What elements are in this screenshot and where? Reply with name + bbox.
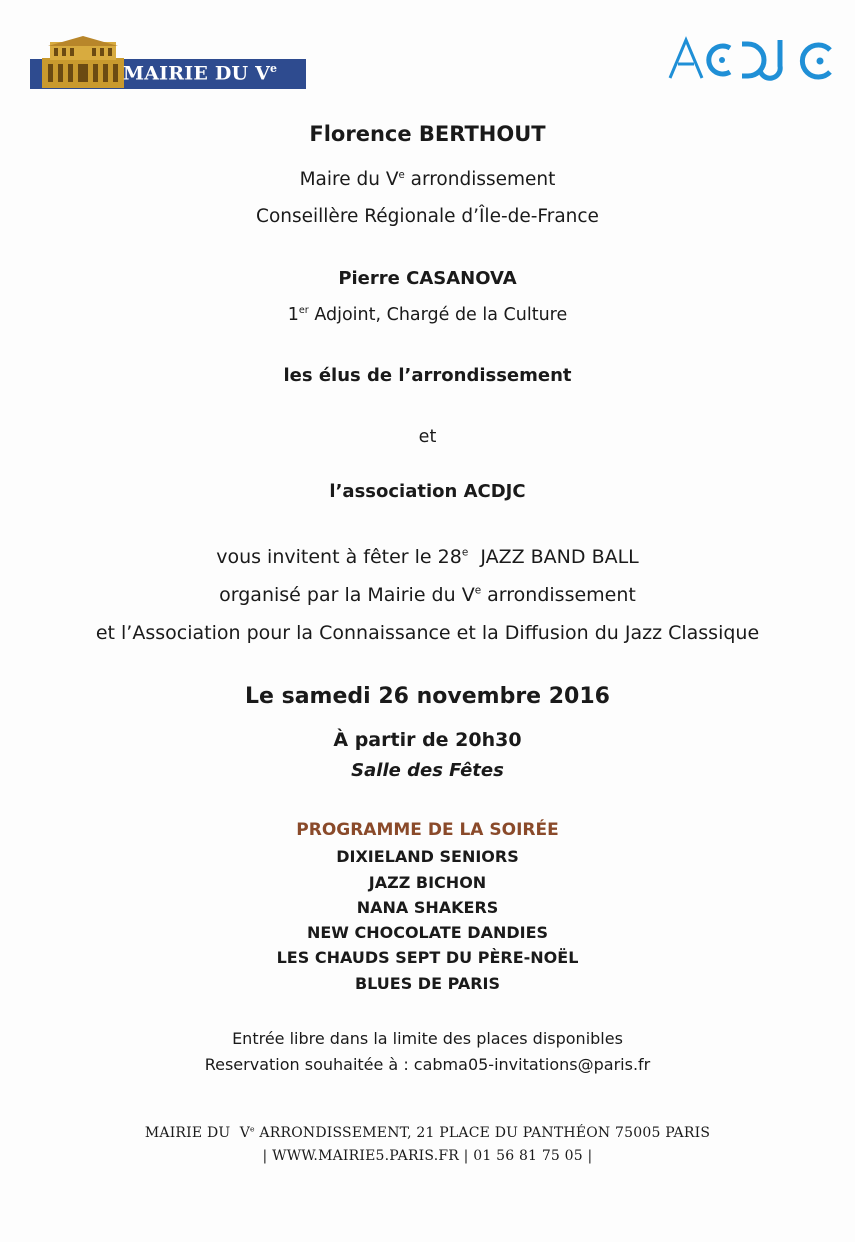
band-item: LES CHAUDS SEPT DU PÈRE-NOËL [276, 948, 579, 967]
acdjc-logo-text: ACDJC [668, 36, 672, 37]
programme-heading: PROGRAMME DE LA SOIRÉE [296, 820, 559, 840]
mairie-logo [30, 36, 306, 90]
mayor-role-1: Maire du Ve arrondissement [299, 169, 556, 190]
deputy-role: 1er Adjoint, Chargé de la Culture [287, 305, 568, 325]
deputy-name: Pierre CASANOVA [338, 268, 517, 289]
footer-address: MAIRIE DU Ve ARRONDISSEMENT, 21 PLACE DU PANTHÉON 75005 PARIS [144, 1124, 711, 1141]
mayor-role-2: Conseillère Régionale d’Île-de-France [256, 206, 599, 227]
building-icon [40, 36, 126, 88]
band-item: DIXIELAND SENIORS [336, 847, 519, 866]
footer-contact: | WWW.MAIRIE5.PARIS.FR | 01 56 81 75 05 | [262, 1148, 593, 1164]
band-item: BLUES DE PARIS [354, 974, 501, 993]
mairie-logo-text: MAIRIE DU Ve [123, 62, 278, 85]
acdjc-logo-icon [668, 36, 840, 82]
invitation-line-3: et l’Association pour la Connaissance et la Diffusion du Jazz Classique [95, 622, 760, 644]
elected-officials: les élus de l’arrondissement [283, 365, 572, 386]
entry-note: Entrée libre dans la limite des places disponibles [232, 1029, 623, 1048]
band-item: JAZZ BICHON [368, 873, 487, 892]
association-name: l’association ACDJC [329, 481, 526, 502]
band-item: NANA SHAKERS [356, 898, 499, 917]
event-venue: Salle des Fêtes [351, 760, 504, 781]
conjunction: et [418, 427, 437, 447]
band-item: NEW CHOCOLATE DANDIES [306, 923, 549, 942]
acdjc-logo [668, 36, 840, 86]
reservation-note: Reservation souhaitée à : cabma05-invitations@paris.fr [204, 1055, 651, 1074]
mayor-name: Florence BERTHOUT [309, 122, 546, 146]
invitation-line-2: organisé par la Mairie du Ve arrondissement [219, 584, 636, 606]
event-time: À partir de 20h30 [333, 729, 522, 751]
event-date: Le samedi 26 novembre 2016 [245, 684, 610, 709]
invitation-line-1: vous invitent à fêter le 28e JAZZ BAND BALL [216, 546, 639, 568]
